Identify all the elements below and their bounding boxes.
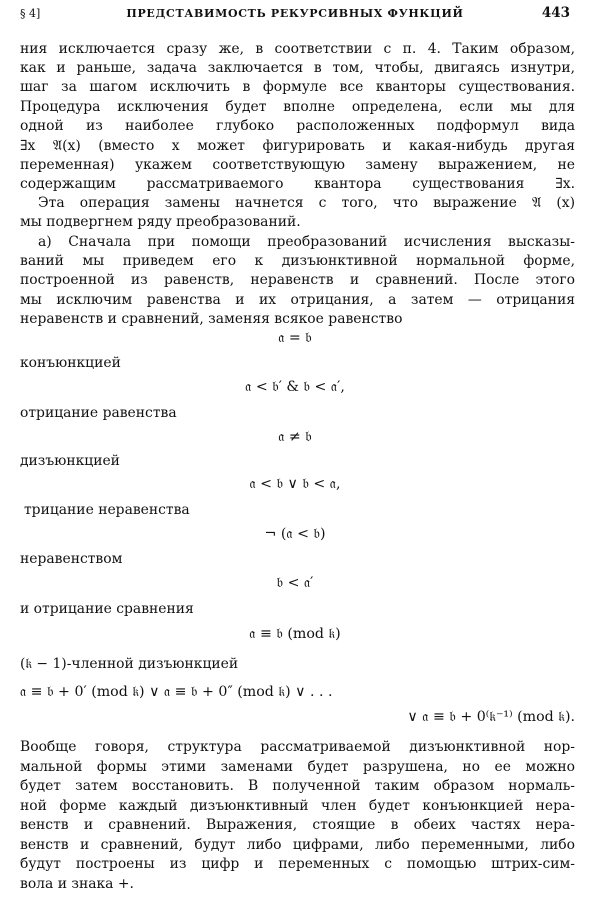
formula-long-disjunction-line-2: ∨ 𝔞 ≡ 𝔟 + 0⁽𝔨⁻¹⁾ (mod 𝔨).	[407, 709, 575, 725]
text-line: вола и знака +.	[20, 876, 134, 892]
label-inequality: неравенством	[20, 551, 123, 567]
text-line: венств и сравнений, будут либо цифрами, либо переменными, либо	[20, 837, 575, 853]
text-line: будут построены из цифр и переменных с помощью штрих-сим-	[20, 856, 575, 872]
text-line: построенной из равенств, неравенств и сравнений. После этого	[20, 272, 575, 288]
formula-equality: 𝔞 = 𝔟	[278, 330, 312, 346]
formula-conjunction: 𝔞 < 𝔟′ & 𝔟 < 𝔞′,	[245, 379, 345, 395]
text-line: неравенств и сравнений, заменяя всякое равенство	[20, 311, 403, 327]
label-conjunction: конъюнкцией	[20, 355, 121, 371]
running-header	[0, 4, 590, 26]
text-line: ния исключается сразу же, в соответствии с п. 4. Таким образом,	[20, 41, 575, 57]
text-line: венств и сравнений. Выражения, стоящие в обеих частях нера-	[20, 817, 575, 833]
text-line: как и раньше, задача заключается в том, чтобы, двигаясь изнутри,	[20, 60, 575, 76]
text-line: ваний мы приведем его к дизъюнктивной нормальной форме,	[20, 253, 575, 269]
label-negation-congruence: и отрицание сравнения	[20, 601, 194, 617]
text-line: Эта операция замены начнется с того, что выражение 𝔄 (x)	[38, 195, 575, 211]
text-line: одной из наиболее глубоко расположенных подформул вида	[20, 118, 575, 134]
formula-not-equal: 𝔞 ≠ 𝔟	[278, 429, 312, 445]
text-line: переменная) укажем соответствующую замену выражением, не	[20, 157, 575, 173]
label-disjunction: дизъюнкцией	[20, 453, 120, 469]
formula-disjunction: 𝔞 < 𝔟 ∨ 𝔟 < 𝔞,	[249, 476, 341, 492]
text-line: мы исключим равенства и их отрицания, а затем — отрицания	[20, 292, 575, 308]
page-number: 443	[541, 5, 570, 21]
formula-congruence: 𝔞 ≡ 𝔟 (mod 𝔨)	[249, 626, 341, 642]
header-section-ref: § 4]	[20, 7, 41, 20]
label-negation-inequality: трицание неравенства	[24, 502, 190, 518]
header-title: ПРЕДСТАВИМОСТЬ РЕКУРСИВНЫХ ФУНКЦИЙ	[126, 7, 464, 20]
text-line: содержащим рассматриваемого квантора существования ∃x.	[20, 176, 575, 192]
label-k-disjunction: (𝔨 − 1)-членной дизъюнкцией	[20, 656, 239, 672]
label-negation-equality: отрицание равенства	[20, 405, 177, 421]
text-line: шаг за шагом исключить в формуле все кванторы существования.	[20, 79, 575, 95]
formula-inequality: 𝔟 < 𝔞′	[276, 575, 314, 591]
text-line: Процедура исключения будет вполне определена, если мы для	[20, 99, 575, 115]
text-line: мальной формы этими заменами будет разрушена, но ее можно	[20, 759, 575, 775]
formula-long-disjunction-line-1: 𝔞 ≡ 𝔟 + 0′ (mod 𝔨) ∨ 𝔞 ≡ 𝔟 + 0″ (mod 𝔨) ∨ . . .	[20, 684, 333, 700]
formula-negated-inequality: ¬ (𝔞 < 𝔟)	[264, 526, 326, 542]
text-line: ной форме каждый дизъюнктивный член будет конъюнкцией нера-	[20, 798, 575, 814]
text-line: будет затем восстановить. В полученной таким образом нормаль-	[20, 778, 575, 794]
text-line: ∃x 𝔄(x) (вместо x может фигурировать и какая-нибудь другая	[20, 138, 575, 154]
text-line: Вообще говоря, структура рассматриваемой дизъюнктивной нор-	[20, 739, 575, 755]
text-line: мы подвергнем ряду преобразований.	[20, 214, 301, 230]
text-line: а) Сначала при помощи преобразований исчисления высказы-	[38, 234, 575, 250]
